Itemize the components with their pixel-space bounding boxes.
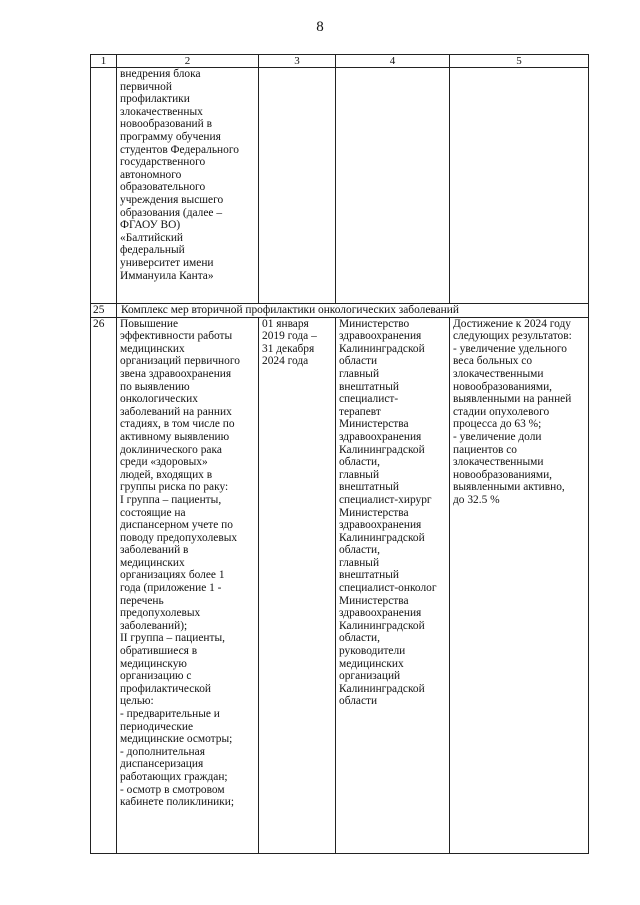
column-header-4: 4 (336, 55, 450, 68)
table-row-26 (91, 317, 589, 853)
result-cell: Достижение к 2024 году следующих результатов: - увеличение удельного веса больных со злокачественными новообразованиями, выявленными на ранней стадии опухолевого процесса до 63 %; - увеличение доли пациентов со злокачественными новообразованиями, выявленными активно, до 32.5 % (450, 317, 589, 853)
table-row-25 (91, 304, 589, 318)
section-title-cell: Комплекс мер вторичной профилактики онкологических заболеваний (117, 304, 589, 318)
responsible-cell: Министерство здравоохранения Калининградской области главный внештатный специалист- терапевт Министерства здравоохранения Калининградской области, главный внештатный специалист-хирург Министерства здравоохранения Калининградской области, главный внештатный специалист-онколог Министерства здравоохранения Калининградской области, руководители медицинских организаций Калининградской области (336, 317, 450, 853)
measures-table (90, 54, 589, 854)
row-number-cell: 25 (91, 304, 117, 318)
column-header-5: 5 (450, 55, 589, 68)
deadline-cell: 01 января 2019 года – 31 декабря 2024 года (259, 317, 336, 853)
responsible-cell (336, 68, 450, 304)
row-number-cell (91, 68, 117, 304)
deadline-cell (259, 68, 336, 304)
table-header-row (91, 55, 589, 68)
row-number-cell: 26 (91, 317, 117, 853)
table-row-continuation (91, 68, 589, 304)
measure-description-cell: внедрения блока первичной профилактики злокачественных новообразований в программу обучения студентов Федерального государственного автономного образовательного учреждения высшего образования (далее – ФГАОУ ВО) «Балтийский федеральный университет имени Иммануила Канта» (117, 68, 259, 304)
column-header-1: 1 (91, 55, 117, 68)
measure-description-cell: Повышение эффективности работы медицинских организаций первичного звена здравоохранения по выявлению онкологических заболеваний на ранних стадиях, в том числе по активному выявлению доклинического рака среди «здоровых» людей, входящих в группы риска по раку: I группа – пациенты, состоящие на диспансерном учете по поводу предопухолевых заболеваний в медицинских организациях более 1 года (приложение 1 - перечень предопухолевых заболеваний); II группа – пациенты, обратившиеся в медицинскую организацию с профилактической целью: - предварительные и периодические медицинские осмотры; - дополнительная диспансеризация работающих граждан; - осмотр в смотровом кабинете поликлиники; (117, 317, 259, 853)
result-cell (450, 68, 589, 304)
page-number: 8 (316, 19, 324, 35)
column-header-2: 2 (117, 55, 259, 68)
column-header-3: 3 (259, 55, 336, 68)
